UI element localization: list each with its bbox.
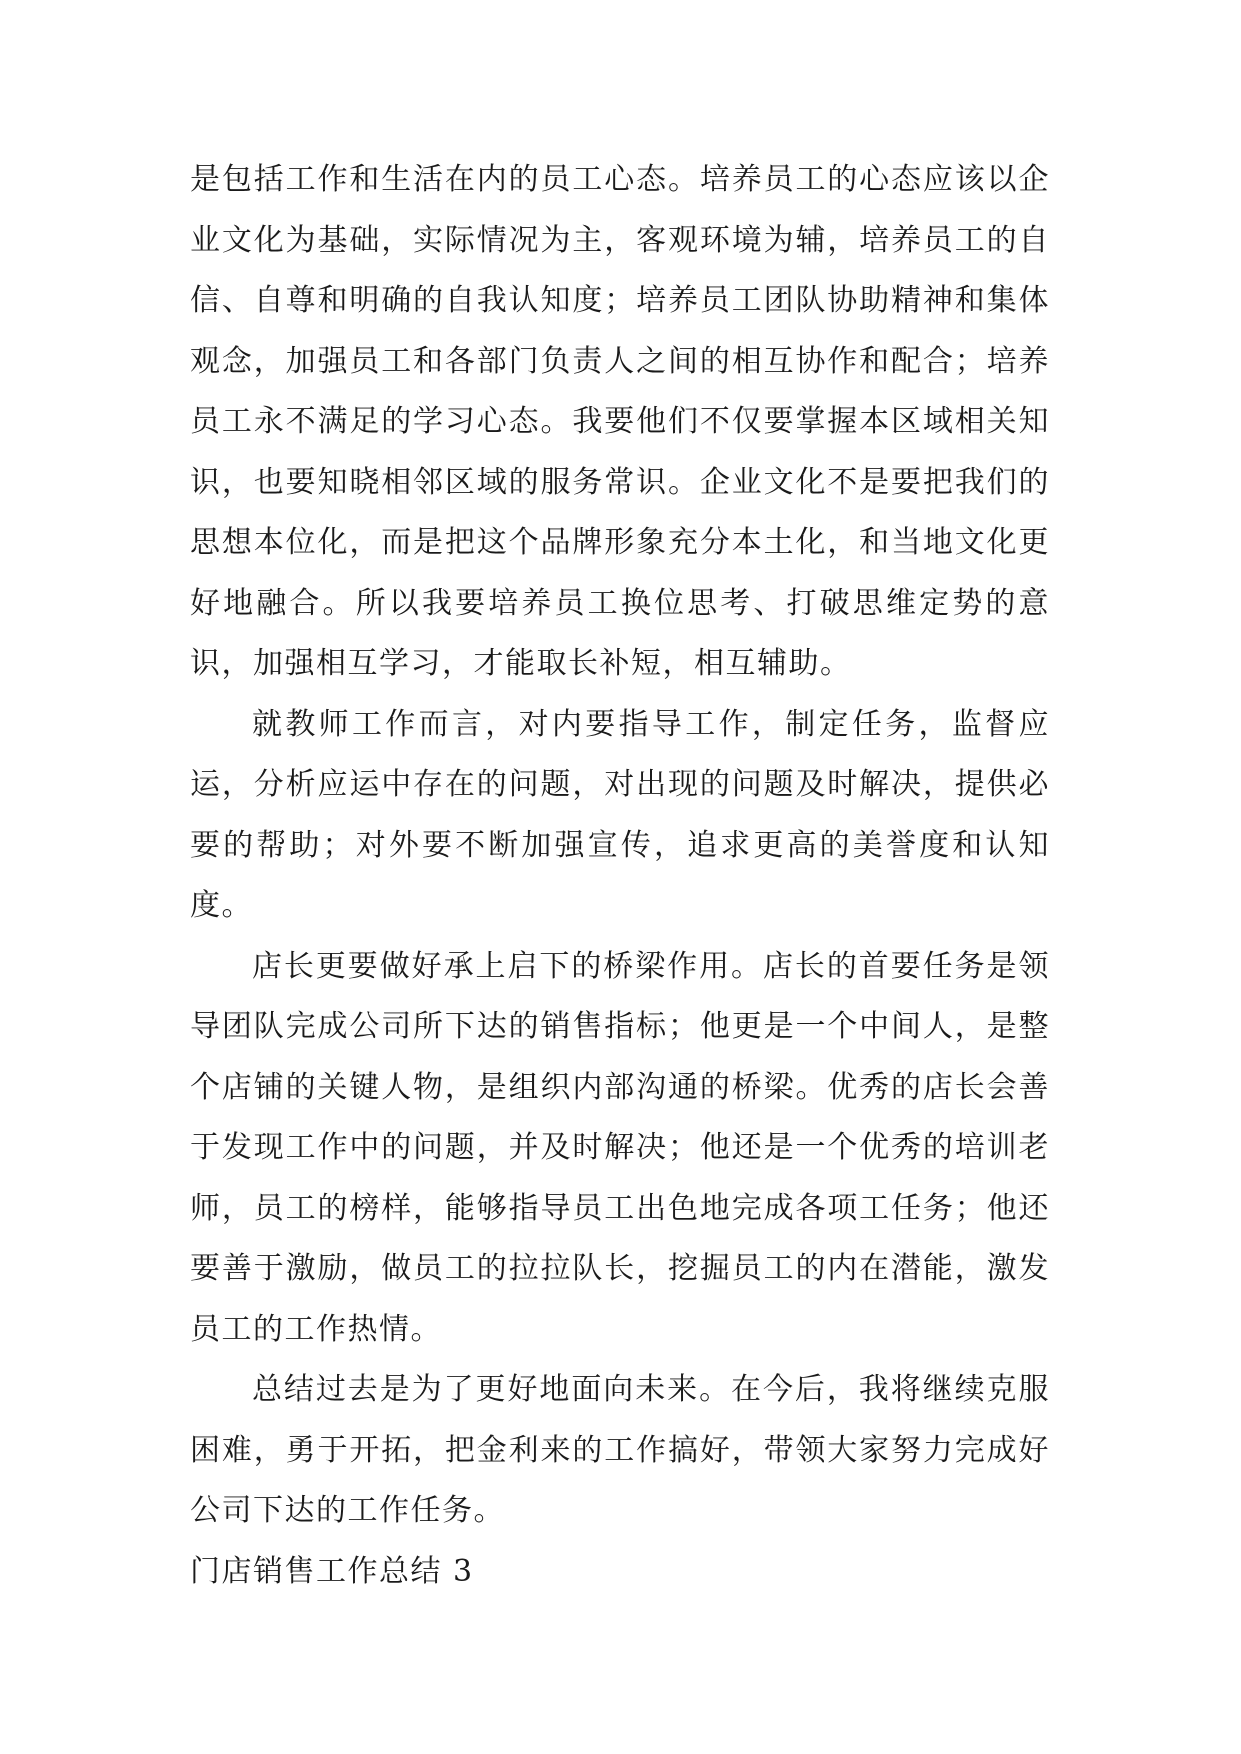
section-heading: 门店销售工作总结 3: [190, 1553, 474, 1589]
paragraph-teacher-work: 就教师工作而言，对内要指导工作，制定任务，监督应运，分析应运中存在的问题，对出现的问题及时解决，提供必要的帮助；对外要不断加强宣传，追求更高的美誉度和认知度。: [190, 706, 1050, 923]
paragraph-continued: 是包括工作和生活在内的员工心态。培养员工的心态应该以企业文化为基础，实际情况为主，客观环境为辅，培养员工的自信、自尊和明确的自我认知度；培养员工团队协助精神和集体观念，加强员工和各部门负责人之间的相互协作和配合；培养员工永不满足的学习心态。我要他们不仅要掌握本区域相关知识，也要知晓相邻区域的服务常识。企业文化不是要把我们的思想本位化，而是把这个品牌形象充分本土化，和当地文化更好地融合。所以我要培养员工换位思考、打破思维定势的意识，加强相互学习，才能取长补短，相互辅助。: [190, 162, 1050, 681]
paragraph-store-manager: 店长更要做好承上启下的桥梁作用。店长的首要任务是领导团队完成公司所下达的销售指标；他更是一个中间人，是整个店铺的关键人物，是组织内部沟通的桥梁。优秀的店长会善于发现工作中的问题，并及时解决；他还是一个优秀的培训老师，员工的榜样，能够指导员工出色地完成各项工任务；他还要善于激励，做员工的拉拉队长，挖掘员工的内在潜能，激发员工的工作热情。: [190, 948, 1050, 1347]
paragraph-conclusion: 总结过去是为了更好地面向未来。在今后，我将继续克服困难，勇于开拓，把金利来的工作搞好，带领大家努力完成好公司下达的工作任务。: [190, 1372, 1050, 1528]
document-body: [190, 150, 1050, 1602]
